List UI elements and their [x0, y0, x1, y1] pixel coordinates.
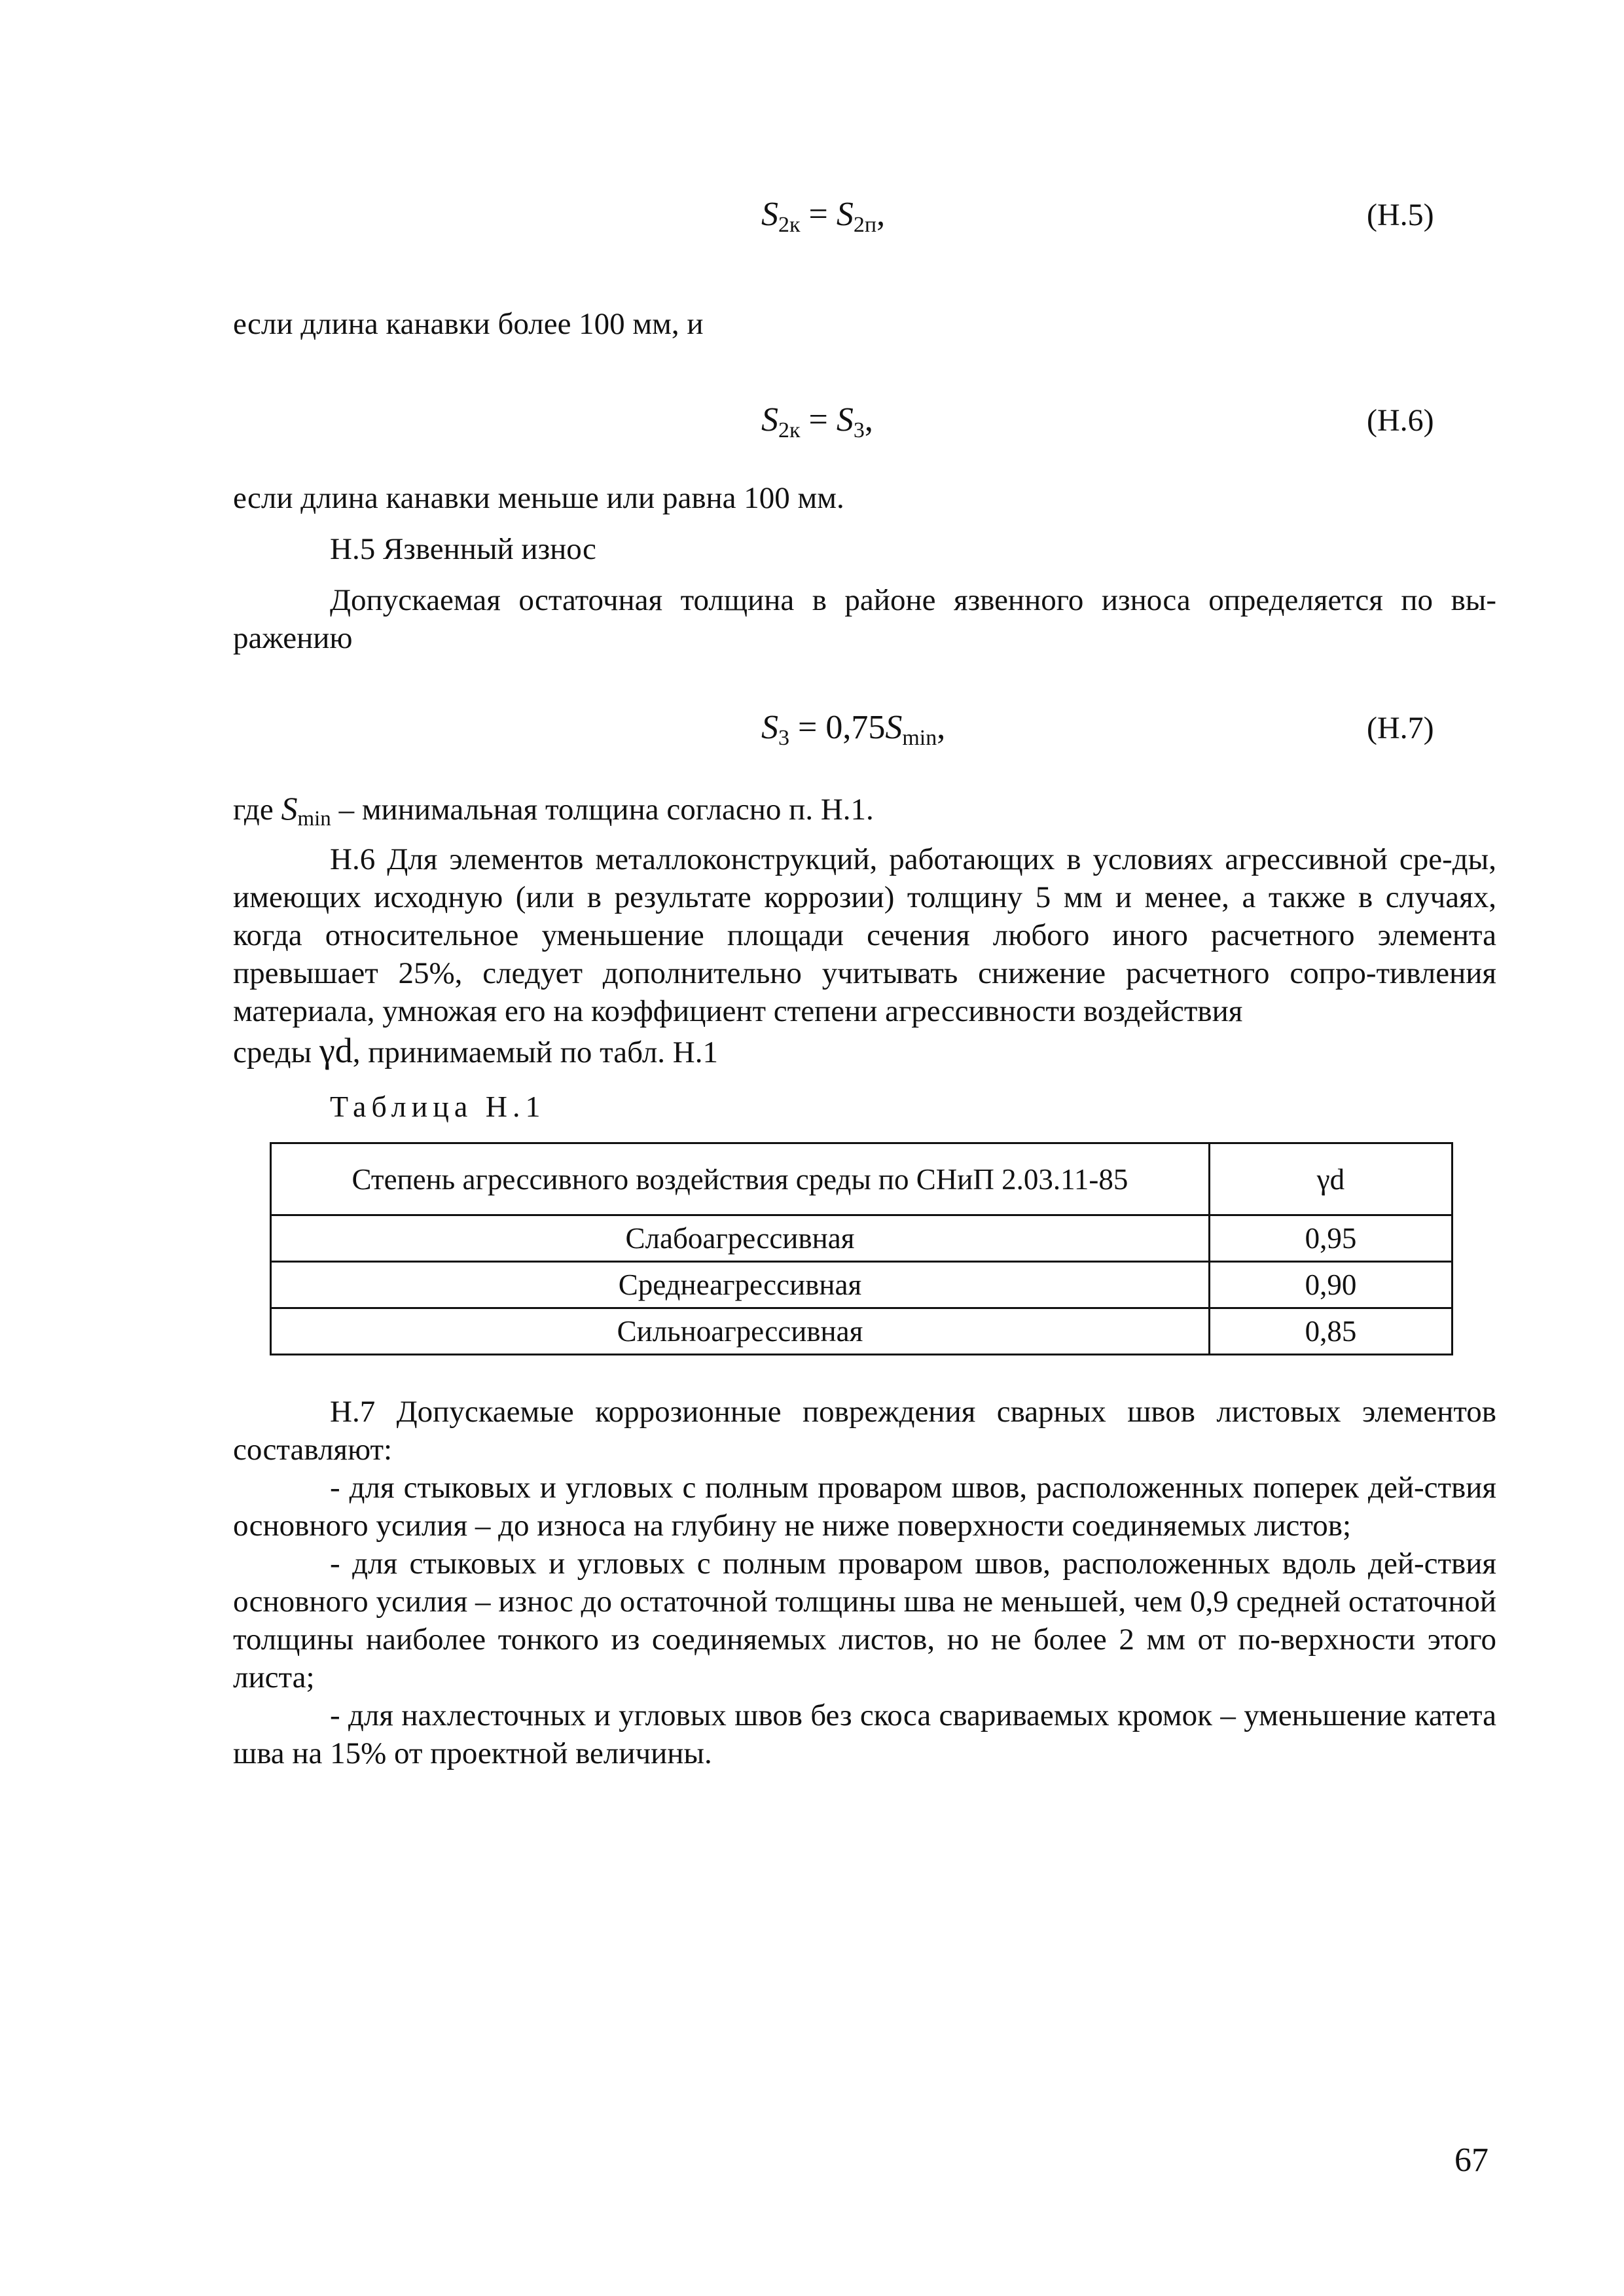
formula-tail: , [864, 401, 873, 439]
where-sub: min [297, 807, 331, 831]
formula-tail: , [876, 196, 886, 233]
h6-paragraph: Н.6 Для элементов металлоконструкций, работающих в условиях агрессивной сре-ды, имеющих исходную (или в результате коррозии) толщину 5 мм и менее, а также в случаях, когда относительное уменьшение площади сечения любого иного расчетного элемента превышает 25%, следует дополнительно учитывать снижение расчетного сопро-тивления материала, умножая его на коэффициент степени агрессивности воздействия [233, 842, 1496, 1028]
formula-h7 [761, 708, 946, 750]
formula-eq: = 0,75 [789, 709, 886, 746]
formula-eq: = [800, 196, 837, 233]
where-prefix: где [233, 793, 281, 827]
condition-text-2: если длина канавки меньше или равна 100 мм. [233, 481, 844, 515]
table-cell: Слабоагрессивная [271, 1215, 1210, 1262]
formula-var: S [761, 196, 778, 233]
h5-paragraph-line1 [330, 581, 1496, 619]
h6-last-prefix: среды [233, 1035, 319, 1069]
formula-sub: min [902, 726, 937, 750]
page-number: 67 [1454, 2142, 1489, 2179]
h7-paragraph: Н.7 Допускаемые коррозионные повреждения сварных швов листовых элементов составляют: [233, 1395, 1496, 1467]
h5-paragraph-line2: ражению [233, 621, 353, 655]
condition-text-1: если длина канавки более 100 мм, и [233, 307, 704, 341]
formula-sub: 2к [778, 418, 801, 442]
table-caption: Таблица Н.1 [330, 1090, 546, 1123]
equation-number-h5: (Н.5) [1367, 198, 1434, 232]
h5-paragraph-text: Допускаемая остаточная толщина в районе язвенного износа определяется по вы- [330, 583, 1496, 617]
aggressiveness-table [270, 1142, 1453, 1355]
table-row [271, 1215, 1453, 1262]
formula-sub: 2к [778, 213, 801, 237]
bullet-item-1: - для стыковых и угловых с полным проваром швов, расположенных поперек дей-ствия основного усилия – до износа на глубину не ниже поверхности соединяемых листов; [233, 1471, 1496, 1543]
table-row [271, 1308, 1453, 1355]
h6-last-suffix: , принимаемый по табл. Н.1 [352, 1035, 718, 1069]
formula-var: S [761, 401, 778, 439]
table-header-cell: Степень агрессивного воздействия среды по СНиП 2.03.11-85 [271, 1143, 1210, 1215]
equation-number-h6: (Н.6) [1367, 403, 1434, 438]
formula-sub: 2п [853, 213, 877, 237]
equation-number-h7: (Н.7) [1367, 711, 1434, 745]
formula-h5 [761, 195, 886, 237]
where-suffix: – минимальная толщина согласно п. Н.1. [331, 793, 874, 827]
table-header-row [271, 1143, 1453, 1215]
formula-sub: 3 [853, 418, 865, 442]
formula-var: S [885, 709, 903, 746]
formula-var: S [761, 709, 778, 746]
formula-sub: 3 [778, 726, 789, 750]
table-cell: 0,85 [1209, 1308, 1452, 1355]
where-definition [233, 789, 874, 829]
formula-var: S [836, 196, 854, 233]
formula-var: S [836, 401, 854, 439]
table-cell: Среднеагрессивная [271, 1262, 1210, 1308]
h6-paragraph-last-line [233, 1031, 718, 1071]
table-cell: 0,90 [1209, 1262, 1452, 1308]
table-cell: Сильноагрессивная [271, 1308, 1210, 1355]
where-var: S [281, 790, 298, 827]
table-cell: 0,95 [1209, 1215, 1452, 1262]
gamma-d-symbol: γd [319, 1031, 353, 1070]
section-heading-h5: Н.5 Язвенный износ [330, 532, 596, 566]
bullet-item-3: - для нахлесточных и угловых швов без скоса свариваемых кромок – уменьшение катета шва на 15% от проектной величины. [233, 1698, 1496, 1770]
bullet-item-2: - для стыковых и угловых с полным проваром швов, расположенных вдоль дей-ствия основного усилия – износ до остаточной толщины шва не меньшей, чем 0,9 средней остаточной толщины наиболее тонкого из соединяемых листов, но не более 2 мм от по-верхности этого листа; [233, 1547, 1496, 1695]
formula-tail: , [937, 709, 946, 746]
table-header-cell: γd [1209, 1143, 1452, 1215]
table-row [271, 1262, 1453, 1308]
formula-eq: = [800, 401, 837, 439]
formula-h6 [761, 401, 873, 440]
